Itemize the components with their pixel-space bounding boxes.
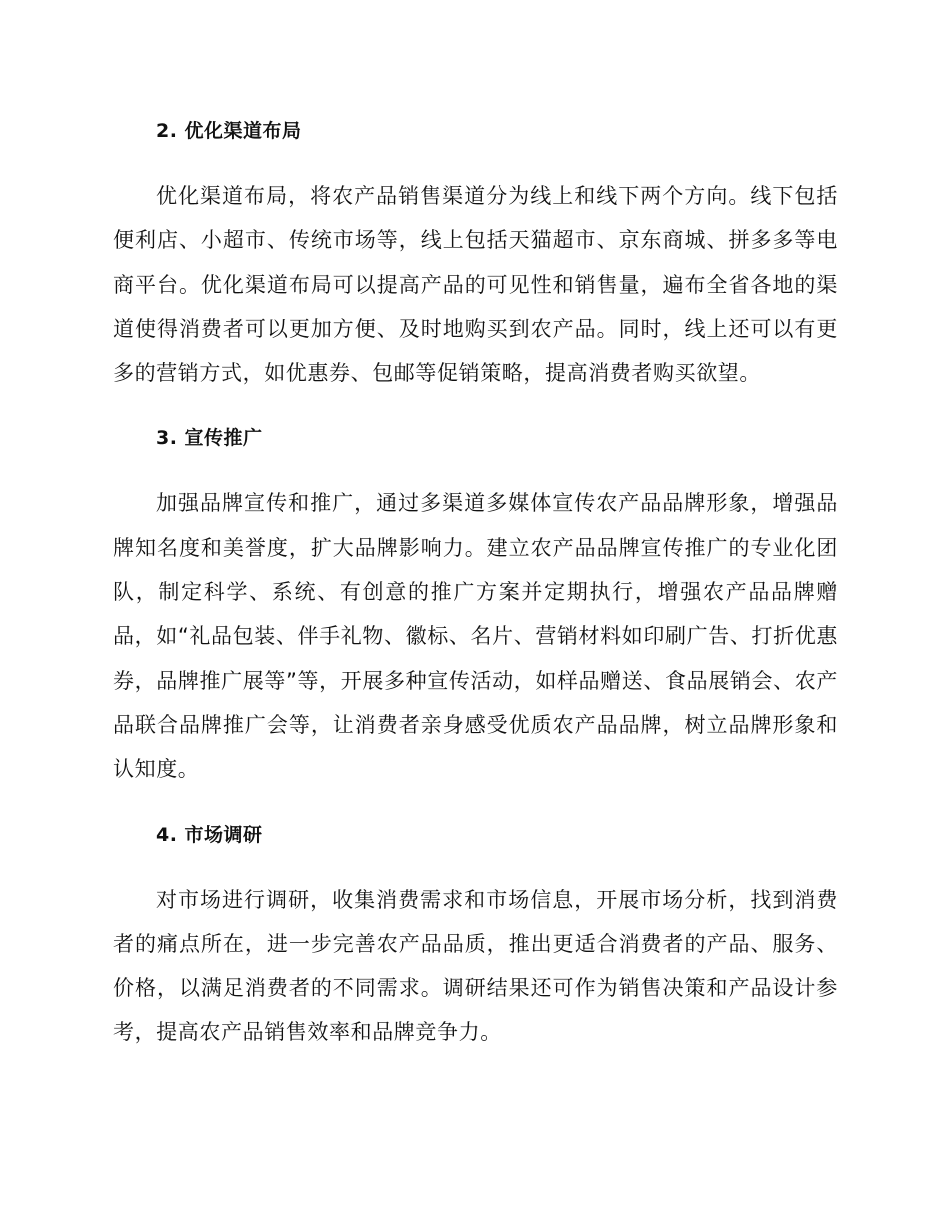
section-heading: 3. 宣传推广 [156, 427, 263, 450]
section-channel-layout [113, 110, 838, 395]
section-paragraph: 加强品牌宣传和推广，通过多渠道多媒体宣传农产品品牌形象，增强品牌知名度和美誉度，扩大品牌影响力。建立农产品品牌宣传推广的专业化团队，制定科学、系统、有创意的推广方案并定期执行，增强农产品品牌赠品，如“礼品包装、伴手礼物、徽标、名片、营销材料如印刷广告、打折优惠券，品牌推广展等”等，开展多种宣传活动，如样品赠送、食品展销会、农产品联合品牌推广会等，让消费者亲身感受优质农产品品牌，树立品牌形象和认知度。 [113, 491, 838, 782]
section-market-research [113, 814, 838, 1055]
section-paragraph: 优化渠道布局，将农产品销售渠道分为线上和线下两个方向。线下包括便利店、小超市、传统市场等，线上包括天猫超市、京东商城、拼多多等电商平台。优化渠道布局可以提高产品的可见性和销售量，遍布全省各地的渠道使得消费者可以更加方便、及时地购买到农产品。同时，线上还可以有更多的营销方式，如优惠券、包邮等促销策略，提高消费者购买欲望。 [113, 184, 838, 386]
section-paragraph: 对市场进行调研，收集消费需求和市场信息，开展市场分析，找到消费者的痛点所在，进一步完善农产品品质，推出更适合消费者的产品、服务、价格，以满足消费者的不同需求。调研结果还可作为销售决策和产品设计参考，提高农产品销售效率和品牌竞争力。 [113, 887, 838, 1045]
section-heading: 2. 优化渠道布局 [156, 120, 302, 142]
document-content [113, 110, 838, 1077]
section-heading: 4. 市场调研 [156, 823, 263, 846]
section-promotion [113, 417, 838, 791]
